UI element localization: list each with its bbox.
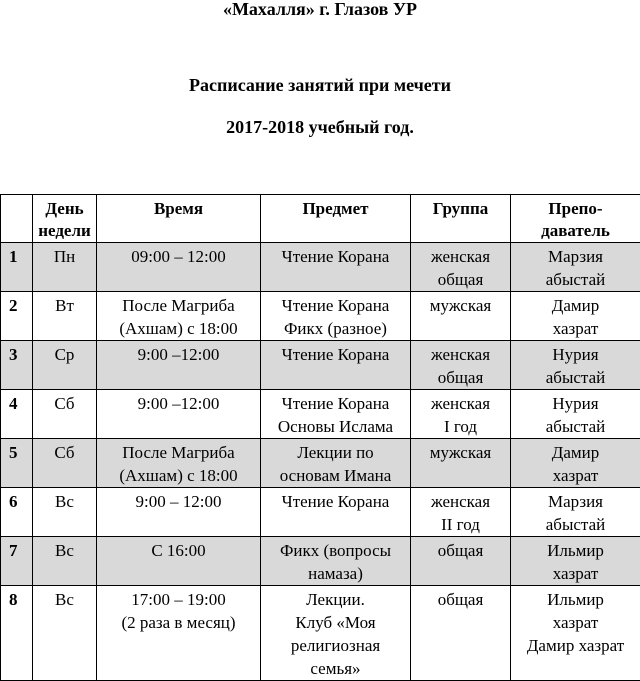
group-cell [411, 488, 511, 537]
subject-cell [261, 586, 411, 681]
cell-line: общая [413, 588, 508, 611]
day-cell: Вс [33, 586, 97, 681]
cell-line: Клуб «Моя [263, 611, 408, 634]
table-row [1, 292, 640, 341]
cell-line: Дамир хазрат [513, 634, 638, 657]
group-cell [411, 537, 511, 586]
cell-line: Марзия [513, 490, 638, 513]
time-cell [97, 586, 261, 681]
day-cell: Пн [33, 243, 97, 292]
cell-line: абыстай [513, 366, 638, 389]
cell-line: хазрат [513, 317, 638, 340]
row-number-cell: 7 [1, 537, 33, 586]
cell-line: Фикх (вопросы [263, 539, 408, 562]
cell-line: Чтение Корана [263, 392, 408, 415]
subject-cell [261, 292, 411, 341]
cell-line: хазрат [513, 562, 638, 585]
column-header-group: Группа [411, 195, 511, 243]
teacher-cell [511, 390, 640, 439]
row-number-cell: 6 [1, 488, 33, 537]
cell-line: (2 раза в месяц) [99, 611, 258, 634]
group-cell [411, 243, 511, 292]
time-cell [97, 243, 261, 292]
day-cell: Ср [33, 341, 97, 390]
table-row [1, 439, 640, 488]
cell-line: 9:00 – 12:00 [99, 490, 258, 513]
subject-cell [261, 488, 411, 537]
day-cell: Вс [33, 537, 97, 586]
group-cell [411, 439, 511, 488]
cell-line: Фикх (разное) [263, 317, 408, 340]
cell-line: 09:00 – 12:00 [99, 245, 258, 268]
cell-line: мужская [413, 294, 508, 317]
teacher-cell [511, 292, 640, 341]
day-cell: Сб [33, 439, 97, 488]
schedule-table [0, 194, 640, 681]
cell-line: Дамир [513, 294, 638, 317]
teacher-cell [511, 243, 640, 292]
cell-line: Чтение Корана [263, 490, 408, 513]
row-number-cell: 5 [1, 439, 33, 488]
cell-line: мужская [413, 441, 508, 464]
cell-line: общая [413, 366, 508, 389]
group-cell [411, 341, 511, 390]
day-cell: Вт [33, 292, 97, 341]
cell-line: 17:00 – 19:00 [99, 588, 258, 611]
cell-line: женская [413, 343, 508, 366]
column-header-time: Время [97, 195, 261, 243]
cell-line: Нурия [513, 392, 638, 415]
group-cell [411, 586, 511, 681]
cell-line: общая [413, 539, 508, 562]
subject-cell [261, 537, 411, 586]
cell-line: (Ахшам) с 18:00 [99, 317, 258, 340]
cell-line: Ильмир [513, 539, 638, 562]
time-cell [97, 292, 261, 341]
cell-line: (Ахшам) с 18:00 [99, 464, 258, 487]
table-row [1, 586, 640, 681]
cell-line: женская [413, 392, 508, 415]
cell-line: Чтение Корана [263, 343, 408, 366]
group-cell [411, 292, 511, 341]
cell-line: II год [413, 513, 508, 536]
cell-line: женская [413, 245, 508, 268]
subject-cell [261, 439, 411, 488]
cell-line: Основы Ислама [263, 415, 408, 438]
teacher-cell [511, 586, 640, 681]
column-header-teacher: Препо- даватель [511, 195, 640, 243]
group-cell [411, 390, 511, 439]
teacher-cell [511, 537, 640, 586]
cell-line: хазрат [513, 611, 638, 634]
cell-line: Чтение Корана [263, 294, 408, 317]
cell-line: Лекции по [263, 441, 408, 464]
teacher-cell [511, 341, 640, 390]
cell-line: намаза) [263, 562, 408, 585]
column-header-number [1, 195, 33, 243]
cell-line: I год [413, 415, 508, 438]
cell-line: С 16:00 [99, 539, 258, 562]
cell-line: Чтение Корана [263, 245, 408, 268]
time-cell [97, 390, 261, 439]
time-cell [97, 537, 261, 586]
day-cell: Сб [33, 390, 97, 439]
cell-line: женская [413, 490, 508, 513]
table-row [1, 537, 640, 586]
cell-line: После Магриба [99, 294, 258, 317]
cell-line: После Магриба [99, 441, 258, 464]
subject-cell [261, 243, 411, 292]
teacher-cell [511, 439, 640, 488]
cell-line: абыстай [513, 513, 638, 536]
time-cell [97, 488, 261, 537]
teacher-cell [511, 488, 640, 537]
cell-line: Нурия [513, 343, 638, 366]
day-cell: Вс [33, 488, 97, 537]
subject-cell [261, 341, 411, 390]
schedule-title: Расписание занятий при мечети [0, 74, 640, 96]
column-header-day: День недели [33, 195, 97, 243]
table-row [1, 243, 640, 292]
cell-line: религиозная [263, 634, 408, 657]
row-number-cell: 1 [1, 243, 33, 292]
table-header-row [1, 195, 640, 243]
time-cell [97, 439, 261, 488]
cell-line: основам Имана [263, 464, 408, 487]
cell-line: общая [413, 268, 508, 291]
cell-line: Марзия [513, 245, 638, 268]
row-number-cell: 2 [1, 292, 33, 341]
column-header-subject: Предмет [261, 195, 411, 243]
row-number-cell: 8 [1, 586, 33, 681]
table-row [1, 488, 640, 537]
cell-line: 9:00 –12:00 [99, 343, 258, 366]
organization-line: «Махалля» г. Глазов УР [0, 0, 640, 20]
cell-line: Ильмир [513, 588, 638, 611]
cell-line: Дамир [513, 441, 638, 464]
table-row [1, 390, 640, 439]
time-cell [97, 341, 261, 390]
cell-line: хазрат [513, 464, 638, 487]
cell-line: абыстай [513, 415, 638, 438]
row-number-cell: 3 [1, 341, 33, 390]
academic-year: 2017-2018 учебный год. [0, 116, 640, 138]
table-row [1, 341, 640, 390]
cell-line: 9:00 –12:00 [99, 392, 258, 415]
cell-line: семья» [263, 657, 408, 680]
subject-cell [261, 390, 411, 439]
cell-line: абыстай [513, 268, 638, 291]
cell-line: Лекции. [263, 588, 408, 611]
row-number-cell: 4 [1, 390, 33, 439]
